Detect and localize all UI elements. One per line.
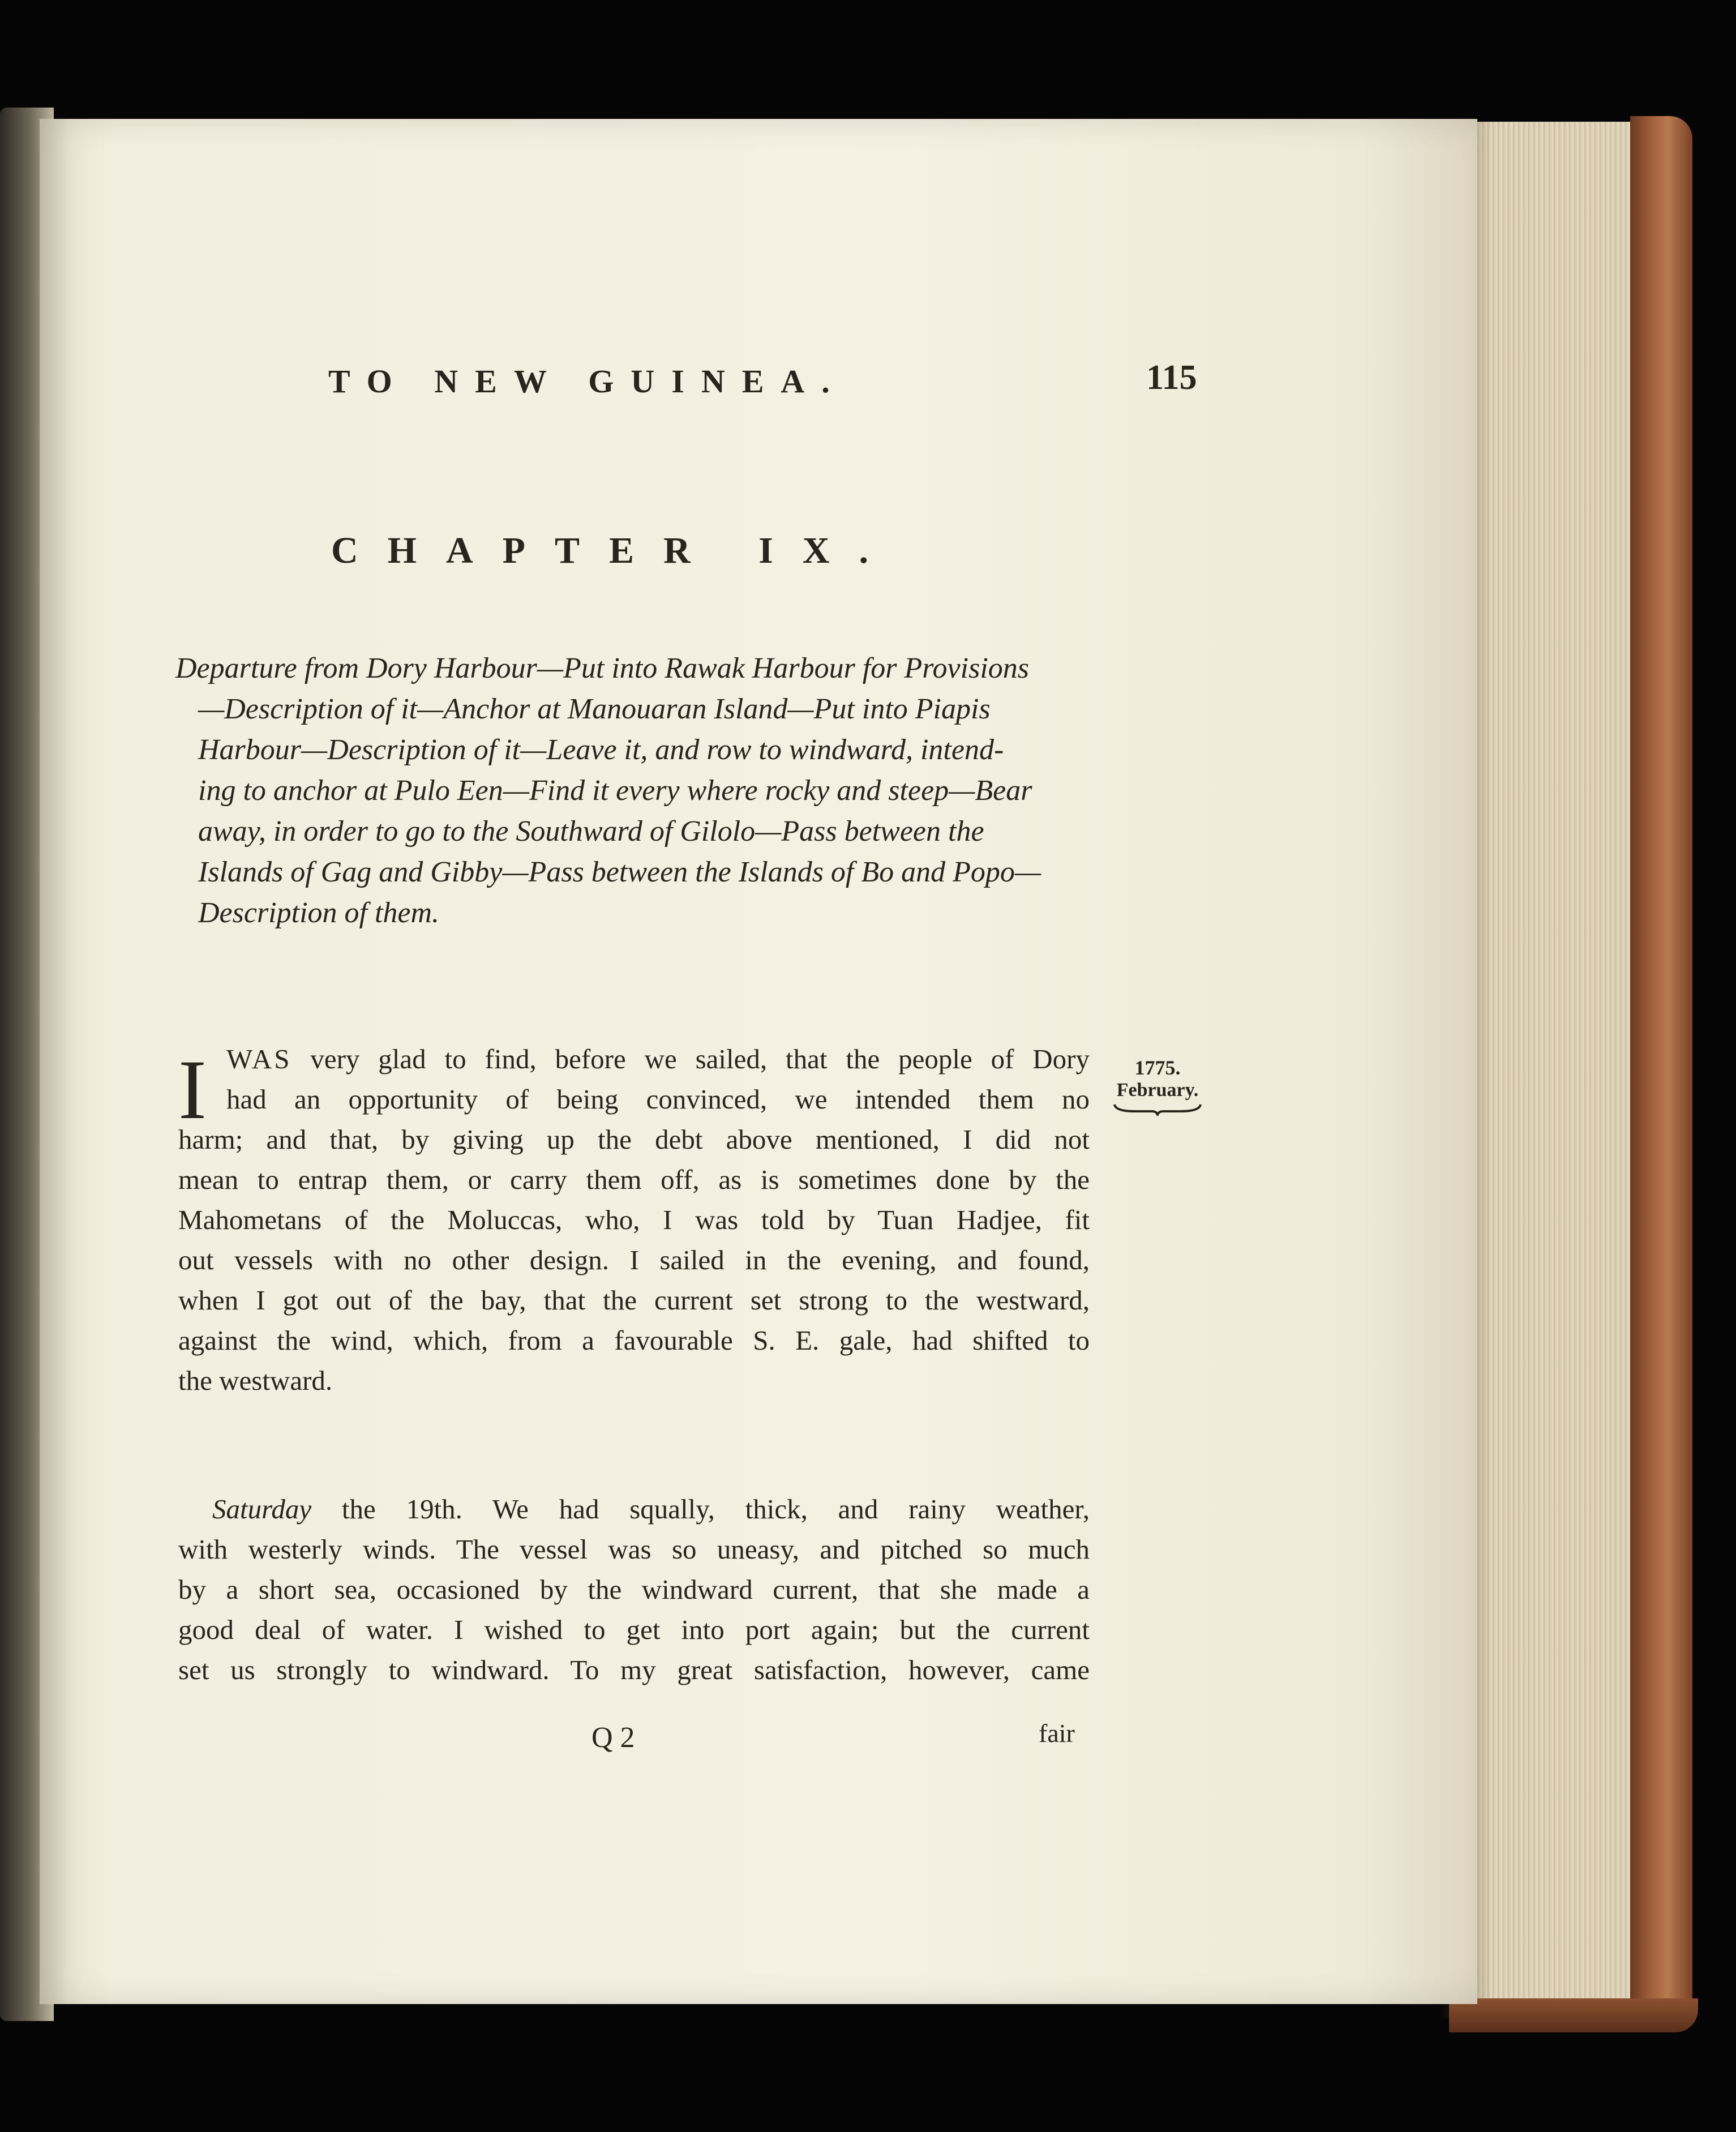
brace-icon xyxy=(1112,1102,1203,1116)
text-line: against the wind, which, from a favourable S. E. gale, had shifted to xyxy=(178,1325,1090,1356)
chapter-title: CHAPTER IX. xyxy=(331,530,898,571)
day-name: Saturday xyxy=(212,1493,312,1525)
summary-line: Description of them. xyxy=(198,897,440,929)
paragraph-1 xyxy=(178,1039,1090,1401)
page-number: 115 xyxy=(1146,358,1197,397)
summary-line: away, in order to go to the Southward of Gilolo—Pass between the xyxy=(198,815,984,847)
text-line: WAS very glad to find, before we sailed, that the people of Dory xyxy=(226,1043,1090,1074)
margin-date-note xyxy=(1109,1056,1206,1116)
margin-month: February. xyxy=(1116,1080,1199,1101)
margin-year: 1775. xyxy=(1134,1056,1181,1079)
text-line: when I got out of the bay, that the current set strong to the westward, xyxy=(178,1285,1090,1316)
text-line: mean to entrap them, or carry them off, as is sometimes done by the xyxy=(178,1164,1090,1195)
catchword: fair xyxy=(1039,1719,1075,1748)
book-right-cover xyxy=(1630,116,1692,2027)
text-line: good deal of water. I wished to get into port again; but the current xyxy=(178,1614,1090,1645)
first-word: WAS xyxy=(226,1043,292,1074)
text-line: out vessels with no other design. I sailed in the evening, and found, xyxy=(178,1244,1090,1275)
text-line: Mahometans of the Moluccas, who, I was told by Tuan Hadjee, fit xyxy=(178,1204,1090,1235)
text-line: with westerly winds. The vessel was so uneasy, and pitched so much xyxy=(178,1534,1090,1565)
running-head: TO NEW GUINEA. xyxy=(328,363,847,400)
chapter-summary xyxy=(175,648,1098,934)
text-line: harm; and that, by giving up the debt above mentioned, I did not xyxy=(178,1124,1090,1155)
summary-line: —Description of it—Anchor at Manouaran Island—Put into Piapis xyxy=(198,693,991,725)
text-line: set us strongly to windward. To my great satisfaction, however, came xyxy=(178,1654,1090,1685)
summary-line: Islands of Gag and Gibby—Pass between the Islands of Bo and Popo— xyxy=(198,856,1041,888)
book-cover-corner xyxy=(1449,1998,1698,2032)
text-line: by a short sea, occasioned by the windward current, that she made a xyxy=(178,1574,1090,1605)
text-line: had an opportunity of being convinced, we intended them no xyxy=(226,1084,1090,1115)
summary-line: Harbour—Description of it—Leave it, and row to windward, intend- xyxy=(198,734,1004,766)
text-line: Saturday the 19th. We had squally, thick, and rainy weather, xyxy=(212,1493,1090,1525)
signature-mark: Q 2 xyxy=(591,1722,635,1754)
paragraph-2 xyxy=(178,1489,1090,1690)
text-line: the westward. xyxy=(178,1365,333,1396)
drop-cap: I xyxy=(178,1043,207,1137)
summary-line: ing to anchor at Pulo Een—Find it every where rocky and steep—Bear xyxy=(198,774,1032,807)
summary-line: Departure from Dory Harbour—Put into Rawak Harbour for Provisions xyxy=(175,652,1029,684)
